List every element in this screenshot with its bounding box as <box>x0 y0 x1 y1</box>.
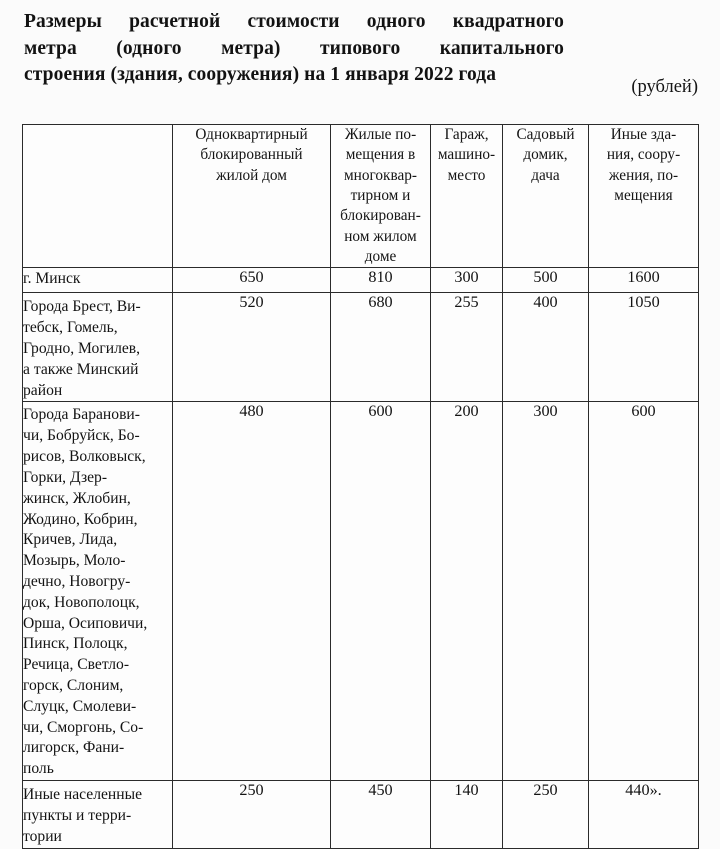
value-cell: 600 <box>331 402 431 781</box>
value-cell: 200 <box>431 402 503 781</box>
region-line: горск, Слоним, <box>23 677 124 695</box>
units-label: (рублей) <box>631 77 698 97</box>
header-line: Иные зда- <box>610 126 677 143</box>
header-line: жилой дом <box>216 166 287 184</box>
title-line-3: строения (здания, сооружения) на 1 января 2022 года <box>24 64 497 86</box>
value-cell: 300 <box>503 402 589 781</box>
region-line: тории <box>23 827 62 845</box>
region-line: Города Брест, Ви- <box>23 298 141 316</box>
column-header-apartment <box>331 125 431 268</box>
header-line: доме <box>364 248 397 266</box>
header-line: Гараж, <box>444 126 489 143</box>
table-row <box>23 781 699 848</box>
region-line: док, Новополоцк, <box>23 593 140 611</box>
region-line: Города Баранови- <box>23 406 140 424</box>
header-line: мещения в <box>345 146 416 164</box>
page-title <box>24 9 564 89</box>
region-line: Кричев, Лида, <box>23 531 118 549</box>
header-line: мещения <box>614 187 673 205</box>
region-cell <box>23 268 173 293</box>
region-line: чи, Сморгонь, Со- <box>23 718 144 736</box>
region-line: Жодино, Кобрин, <box>23 510 138 528</box>
header-line: жения, по- <box>608 166 679 184</box>
value-cell: 1600 <box>589 268 699 293</box>
region-cell <box>23 293 173 402</box>
header-line: тирном и <box>350 187 411 205</box>
header-line: Одноквартирный <box>195 126 308 143</box>
value-cell: 520 <box>173 293 331 402</box>
header-line: блокированный <box>200 146 303 164</box>
region-line: поль <box>23 760 54 778</box>
region-line: Речица, Светло- <box>23 656 130 674</box>
value-cell: 1050 <box>589 293 699 402</box>
value-cell: 255 <box>431 293 503 402</box>
table-row <box>23 268 699 293</box>
value-cell: 450 <box>331 781 431 848</box>
region-line: дечно, Новогру- <box>23 572 131 590</box>
region-line: Пинск, Полоцк, <box>23 635 128 653</box>
region-line: чи, Бобруйск, Бо- <box>23 427 140 445</box>
table-row <box>23 293 699 402</box>
region-line: пункты и терри- <box>23 806 132 824</box>
region-line: Орша, Осиповичи, <box>23 614 148 632</box>
cost-table <box>22 124 699 849</box>
value-cell: 440». <box>589 781 699 848</box>
value-cell: 500 <box>503 268 589 293</box>
region-line: Слуцк, Смолеви- <box>23 697 137 715</box>
table-row <box>23 402 699 781</box>
value-cell: 480 <box>173 402 331 781</box>
table-body <box>23 268 699 848</box>
column-header-region <box>23 125 173 268</box>
region-line: лигорск, Фани- <box>23 739 125 757</box>
table-header-row <box>23 125 699 268</box>
region-line: район <box>23 381 63 399</box>
column-header-single-family-house <box>173 125 331 268</box>
header-line: домик, <box>523 146 568 164</box>
region-line: Горки, Дзер- <box>23 468 108 486</box>
region-line: Иные населенные <box>23 786 142 804</box>
region-line: г. Минск <box>23 270 81 288</box>
value-cell: 810 <box>331 268 431 293</box>
cost-table-wrapper <box>22 124 698 849</box>
header-line: Жилые по- <box>344 126 417 143</box>
value-cell: 140 <box>431 781 503 848</box>
title-line-1: Размеры расчетной стоимости одного квадратного <box>24 11 564 32</box>
region-line: Гродно, Могилев, <box>23 340 141 358</box>
value-cell: 250 <box>503 781 589 848</box>
header-line: дача <box>531 166 560 184</box>
region-line: рисов, Волковыск, <box>23 448 146 466</box>
region-cell <box>23 402 173 781</box>
column-header-garden-house <box>503 125 589 268</box>
region-cell <box>23 781 173 848</box>
value-cell: 400 <box>503 293 589 402</box>
value-cell: 300 <box>431 268 503 293</box>
value-cell: 600 <box>589 402 699 781</box>
header-line: многоквар- <box>343 166 418 184</box>
column-header-other-buildings <box>589 125 699 268</box>
region-line: Мозырь, Моло- <box>23 552 126 570</box>
header-line: ния, соору- <box>606 146 681 164</box>
header-line: Садовый <box>516 126 575 143</box>
column-header-garage <box>431 125 503 268</box>
table-header <box>23 125 699 268</box>
region-line: а также Минский <box>23 360 139 378</box>
header-line: ном жилом <box>344 227 417 245</box>
header-line: машино- <box>437 146 496 164</box>
document-title-block <box>24 9 564 89</box>
header-line: блокирован- <box>340 207 421 225</box>
header-line: место <box>447 166 486 184</box>
value-cell: 250 <box>173 781 331 848</box>
region-line: жинск, Жлобин, <box>23 489 131 507</box>
title-line-2: метра (одного метра) типового капитального <box>24 37 564 59</box>
value-cell: 650 <box>173 268 331 293</box>
region-line: тебск, Гомель, <box>23 319 118 337</box>
value-cell: 680 <box>331 293 431 402</box>
